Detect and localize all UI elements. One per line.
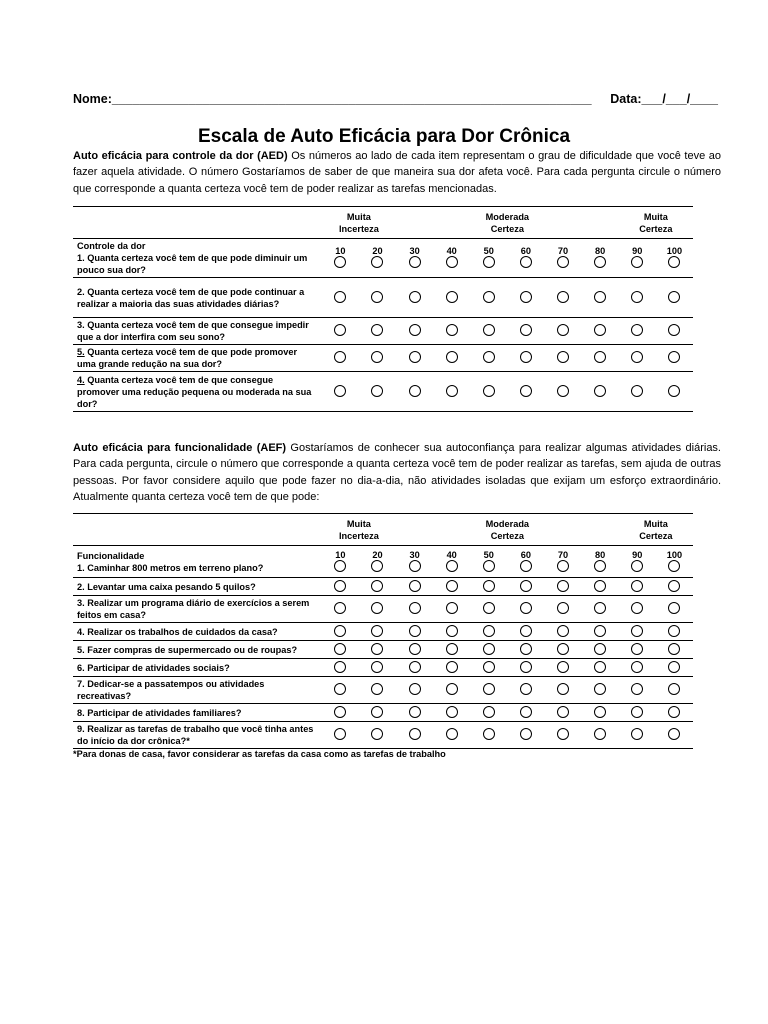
rating-circle-option[interactable]	[446, 351, 458, 363]
aef-intro-heading: Auto eficácia para funcionalidade (AEF)	[73, 442, 287, 454]
rating-circle-option[interactable]	[631, 661, 643, 673]
rating-circle-option[interactable]	[557, 625, 569, 637]
scale-value-label: 60	[520, 549, 532, 560]
rating-circle-option[interactable]	[520, 643, 532, 655]
rating-circle-option[interactable]	[557, 683, 569, 695]
scale-value-label: 20	[372, 246, 383, 256]
aed-intro	[73, 148, 721, 197]
rating-circle-option[interactable]	[446, 625, 458, 637]
rating-circle-option[interactable]	[334, 706, 346, 718]
rating-circle-option[interactable]	[594, 291, 606, 303]
rating-circle-option[interactable]	[668, 661, 680, 673]
rating-circle-option[interactable]	[409, 706, 421, 718]
rating-circle-option[interactable]	[668, 625, 680, 637]
rating-circle-option[interactable]	[483, 351, 495, 363]
rating-circle-option[interactable]	[631, 683, 643, 695]
rating-circle-option[interactable]	[520, 683, 532, 695]
rating-circle-option[interactable]	[557, 580, 569, 592]
rating-circle-option[interactable]	[409, 291, 421, 303]
question-row	[73, 239, 693, 278]
rating-circle-option[interactable]	[409, 643, 421, 655]
question-text: 8. Participar de atividades familiares?	[77, 707, 242, 718]
question-text: 4. Realizar os trabalhos de cuidados da casa?	[77, 626, 278, 637]
rating-circle-option[interactable]	[631, 625, 643, 637]
scale-value-label: 90	[632, 246, 643, 256]
rating-circle-option[interactable]	[446, 602, 458, 614]
rating-circle-option[interactable]	[409, 385, 421, 397]
rating-circle-option[interactable]	[631, 324, 643, 336]
question-row	[73, 704, 693, 722]
rating-circle-option[interactable]	[371, 643, 383, 655]
rating-circle-option[interactable]	[520, 351, 532, 363]
rating-circle-option[interactable]	[668, 385, 680, 397]
rating-circle-option[interactable]	[594, 625, 606, 637]
question-text: 6. Participar de atividades sociais?	[77, 662, 230, 673]
rating-circle-option[interactable]	[594, 560, 606, 572]
rating-circle-option[interactable]	[631, 602, 643, 614]
question-text: 4. Quanta certeza você tem de que consegue promover uma redução pequena ou moderada na sua dor?	[77, 374, 312, 409]
rating-circle-option[interactable]	[668, 256, 680, 268]
scale-value-label: 10	[335, 246, 346, 256]
rating-circle-option[interactable]	[483, 580, 495, 592]
section-label: Funcionalidade	[77, 550, 145, 561]
rating-circle-option[interactable]	[631, 643, 643, 655]
rating-circle-option[interactable]	[668, 324, 680, 336]
rating-circle-option[interactable]	[594, 661, 606, 673]
scale-value-label: 70	[557, 549, 569, 560]
rating-circle-option[interactable]	[557, 351, 569, 363]
aef-scale-table	[73, 513, 693, 749]
rating-circle-option[interactable]	[520, 385, 532, 397]
question-text: 2. Levantar uma caixa pesando 5 quilos?	[77, 581, 256, 592]
scale-value-label: 80	[595, 549, 606, 560]
page-title: Escala de Auto Eficácia para Dor Crônica	[197, 126, 571, 147]
question-text: 5. Quanta certeza você tem de que pode promover uma grande redução na sua dor?	[77, 347, 298, 369]
header-low: Muita Incerteza	[322, 207, 396, 239]
question-text: 1. Caminhar 800 metros em terreno plano?	[77, 562, 264, 573]
rating-circle-option[interactable]	[557, 291, 569, 303]
rating-circle-option[interactable]	[557, 256, 569, 268]
rating-circle-option[interactable]	[446, 256, 458, 268]
rating-circle-option[interactable]	[557, 324, 569, 336]
rating-circle-option[interactable]	[334, 580, 346, 592]
rating-circle-option[interactable]	[483, 683, 495, 695]
question-text: 5. Fazer compras de supermercado ou de roupas?	[77, 644, 298, 655]
rating-circle-option[interactable]	[483, 256, 495, 268]
rating-circle-option[interactable]	[483, 643, 495, 655]
question-row	[73, 623, 693, 641]
rating-circle-option[interactable]	[334, 291, 346, 303]
rating-circle-option[interactable]	[446, 643, 458, 655]
rating-circle-option[interactable]	[334, 560, 346, 572]
rating-circle-option[interactable]	[371, 625, 383, 637]
rating-circle-option[interactable]	[409, 256, 421, 268]
rating-circle-option[interactable]	[520, 625, 532, 637]
rating-circle-option[interactable]	[520, 706, 532, 718]
rating-circle-option[interactable]	[446, 661, 458, 673]
rating-circle-option[interactable]	[631, 560, 643, 572]
rating-circle-option[interactable]	[334, 256, 346, 268]
question-row	[73, 641, 693, 659]
question-text: 7. Dedicar-se a passatempos ou atividades recreativas?	[77, 679, 265, 701]
rating-circle-option[interactable]	[446, 706, 458, 718]
rating-circle-option[interactable]	[483, 728, 495, 740]
rating-circle-option[interactable]	[668, 602, 680, 614]
question-row	[73, 659, 693, 677]
question-text: 2. Quanta certeza você tem de que pode continuar a realizar a maioria das suas atividades diárias?	[77, 286, 305, 309]
scale-value-label: 50	[483, 246, 494, 256]
rating-circle-option[interactable]	[334, 728, 346, 740]
question-row	[73, 278, 693, 318]
question-row	[73, 722, 693, 749]
rating-circle-option[interactable]	[631, 580, 643, 592]
rating-circle-option[interactable]	[520, 291, 532, 303]
rating-circle-option[interactable]	[409, 661, 421, 673]
scale-value-label: 90	[632, 549, 643, 560]
aef-intro-text: Gostaríamos de conhecer sua autoconfiança para realizar algumas atividades diárias. Para cada pergunta, circule o número que corresponde a quanta certeza você tem de poder realizar as tarefas, sem ajuda de outras pessoas. Por favor considere aquilo que pode fazer no dia-a-dia, não atividades isoladas que exijam um esforço extraordinário. Atualmente quanta certeza você tem de que pode:	[73, 442, 721, 503]
rating-circle-option[interactable]	[594, 385, 606, 397]
rating-circle-option[interactable]	[520, 560, 532, 572]
rating-circle-option[interactable]	[520, 580, 532, 592]
question-row	[73, 345, 693, 372]
aed-intro-heading: Auto eficácia para controle da dor (AED)	[73, 150, 288, 162]
rating-circle-option[interactable]	[520, 661, 532, 673]
rating-circle-option[interactable]	[668, 580, 680, 592]
rating-circle-option[interactable]	[371, 683, 383, 695]
rating-circle-option[interactable]	[483, 625, 495, 637]
scale-value-label: 50	[483, 549, 494, 560]
rating-circle-option[interactable]	[409, 580, 421, 592]
rating-circle-option[interactable]	[483, 560, 495, 572]
question-row	[73, 596, 693, 623]
rating-circle-option[interactable]	[483, 661, 495, 673]
date-field[interactable]: Data:___/___/____	[610, 92, 718, 106]
rating-circle-option[interactable]	[594, 706, 606, 718]
header-low: Muita Incerteza	[322, 514, 396, 546]
footnote: *Para donas de casa, favor considerar as tarefas da casa como as tarefas de trabalho	[73, 749, 446, 759]
rating-circle-option[interactable]	[334, 351, 346, 363]
rating-circle-option[interactable]	[594, 643, 606, 655]
question-text: 9. Realizar as tarefas de trabalho que você tinha antes do início da dor crônica?*	[77, 724, 314, 746]
rating-circle-option[interactable]	[334, 602, 346, 614]
aef-intro	[73, 440, 721, 505]
rating-circle-option[interactable]	[557, 385, 569, 397]
rating-circle-option[interactable]	[594, 324, 606, 336]
rating-circle-option[interactable]	[446, 385, 458, 397]
rating-circle-option[interactable]	[483, 324, 495, 336]
rating-circle-option[interactable]	[594, 728, 606, 740]
rating-circle-option[interactable]	[371, 385, 383, 397]
rating-circle-option[interactable]	[668, 351, 680, 363]
rating-circle-option[interactable]	[409, 625, 421, 637]
header-mid: Moderada Certeza	[470, 514, 544, 546]
rating-circle-option[interactable]	[483, 602, 495, 614]
scale-value-label: 30	[409, 549, 420, 560]
rating-circle-option[interactable]	[371, 706, 383, 718]
rating-circle-option[interactable]	[446, 291, 458, 303]
header-high: Muita Certeza	[619, 514, 693, 546]
rating-circle-option[interactable]	[631, 706, 643, 718]
rating-circle-option[interactable]	[594, 256, 606, 268]
rating-circle-option[interactable]	[520, 324, 532, 336]
scale-value-label: 30	[409, 246, 420, 256]
scale-value-label: 60	[520, 246, 532, 256]
question-row	[73, 546, 693, 578]
rating-circle-option[interactable]	[446, 728, 458, 740]
rating-circle-option[interactable]	[446, 683, 458, 695]
rating-circle-option[interactable]	[409, 560, 421, 572]
rating-circle-option[interactable]	[520, 728, 532, 740]
rating-circle-option[interactable]	[631, 351, 643, 363]
rating-circle-option[interactable]	[409, 324, 421, 336]
rating-circle-option[interactable]	[668, 683, 680, 695]
rating-circle-option[interactable]	[371, 256, 383, 268]
rating-circle-option[interactable]	[668, 706, 680, 718]
section-label: Controle da dor	[77, 241, 146, 251]
rating-circle-option[interactable]	[483, 706, 495, 718]
rating-circle-option[interactable]	[334, 643, 346, 655]
question-row	[73, 318, 693, 345]
rating-circle-option[interactable]	[334, 683, 346, 695]
rating-circle-option[interactable]	[557, 602, 569, 614]
rating-circle-option[interactable]	[446, 324, 458, 336]
aed-scale-table	[73, 206, 693, 412]
rating-circle-option[interactable]	[557, 643, 569, 655]
rating-circle-option[interactable]	[557, 661, 569, 673]
question-row	[73, 677, 693, 704]
question-text: 3. Realizar um programa diário de exercícios a serem feitos em casa?	[77, 598, 310, 620]
rating-circle-option[interactable]	[520, 256, 532, 268]
scale-value-label: 80	[595, 246, 606, 256]
rating-circle-option[interactable]	[371, 324, 383, 336]
rating-circle-option[interactable]	[334, 324, 346, 336]
rating-circle-option[interactable]	[557, 706, 569, 718]
rating-circle-option[interactable]	[483, 385, 495, 397]
rating-circle-option[interactable]	[446, 560, 458, 572]
rating-circle-option[interactable]	[371, 560, 383, 572]
rating-circle-option[interactable]	[409, 351, 421, 363]
scale-value-label: 100	[666, 246, 683, 256]
rating-circle-option[interactable]	[668, 643, 680, 655]
rating-circle-option[interactable]	[520, 602, 532, 614]
header-line	[73, 92, 718, 106]
rating-circle-option[interactable]	[594, 351, 606, 363]
question-row	[73, 578, 693, 596]
rating-circle-option[interactable]	[594, 602, 606, 614]
aed-intro-text: Os números ao lado de cada item representam o grau de dificuldade que você teve ao fazer aquela atividade. O número Gostaríamos de saber de que maneira sua dor afeta você. Para cada pergunta circule o número que corresponde a quanta certeza você tem de poder realizar as tarefas mencionadas.	[73, 150, 722, 195]
scale-value-label: 100	[666, 549, 683, 560]
rating-circle-option[interactable]	[557, 560, 569, 572]
scale-value-label: 70	[557, 246, 569, 256]
rating-circle-option[interactable]	[631, 728, 643, 740]
scale-value-label: 10	[335, 549, 346, 560]
rating-circle-option[interactable]	[557, 728, 569, 740]
scale-value-label: 20	[372, 549, 383, 560]
rating-circle-option[interactable]	[631, 385, 643, 397]
rating-circle-option[interactable]	[371, 728, 383, 740]
scale-value-label: 40	[446, 549, 457, 560]
question-text: 1. Quanta certeza você tem de que pode diminuir um pouco sua dor?	[77, 253, 308, 275]
rating-circle-option[interactable]	[334, 625, 346, 637]
name-field[interactable]: Nome:_____________________________________________________________________	[73, 92, 592, 106]
rating-circle-option[interactable]	[409, 683, 421, 695]
rating-circle-option[interactable]	[668, 728, 680, 740]
rating-circle-option[interactable]	[371, 291, 383, 303]
rating-circle-option[interactable]	[371, 602, 383, 614]
rating-circle-option[interactable]	[371, 580, 383, 592]
rating-circle-option[interactable]	[594, 683, 606, 695]
question-row	[73, 372, 693, 412]
rating-circle-option[interactable]	[668, 560, 680, 572]
rating-circle-option[interactable]	[371, 351, 383, 363]
rating-circle-option[interactable]	[409, 728, 421, 740]
rating-circle-option[interactable]	[371, 661, 383, 673]
scale-value-label: 40	[446, 246, 457, 256]
rating-circle-option[interactable]	[594, 580, 606, 592]
rating-circle-option[interactable]	[409, 602, 421, 614]
rating-circle-option[interactable]	[334, 385, 346, 397]
header-mid: Moderada Certeza	[470, 207, 544, 239]
question-text: 3. Quanta certeza você tem de que consegue impedir que a dor interfira com seu sono?	[77, 320, 309, 342]
rating-circle-option[interactable]	[334, 661, 346, 673]
header-high: Muita Certeza	[619, 207, 693, 239]
rating-circle-option[interactable]	[668, 291, 680, 303]
rating-circle-option[interactable]	[483, 291, 495, 303]
rating-circle-option[interactable]	[446, 580, 458, 592]
rating-circle-option[interactable]	[631, 256, 643, 268]
rating-circle-option[interactable]	[631, 291, 643, 303]
